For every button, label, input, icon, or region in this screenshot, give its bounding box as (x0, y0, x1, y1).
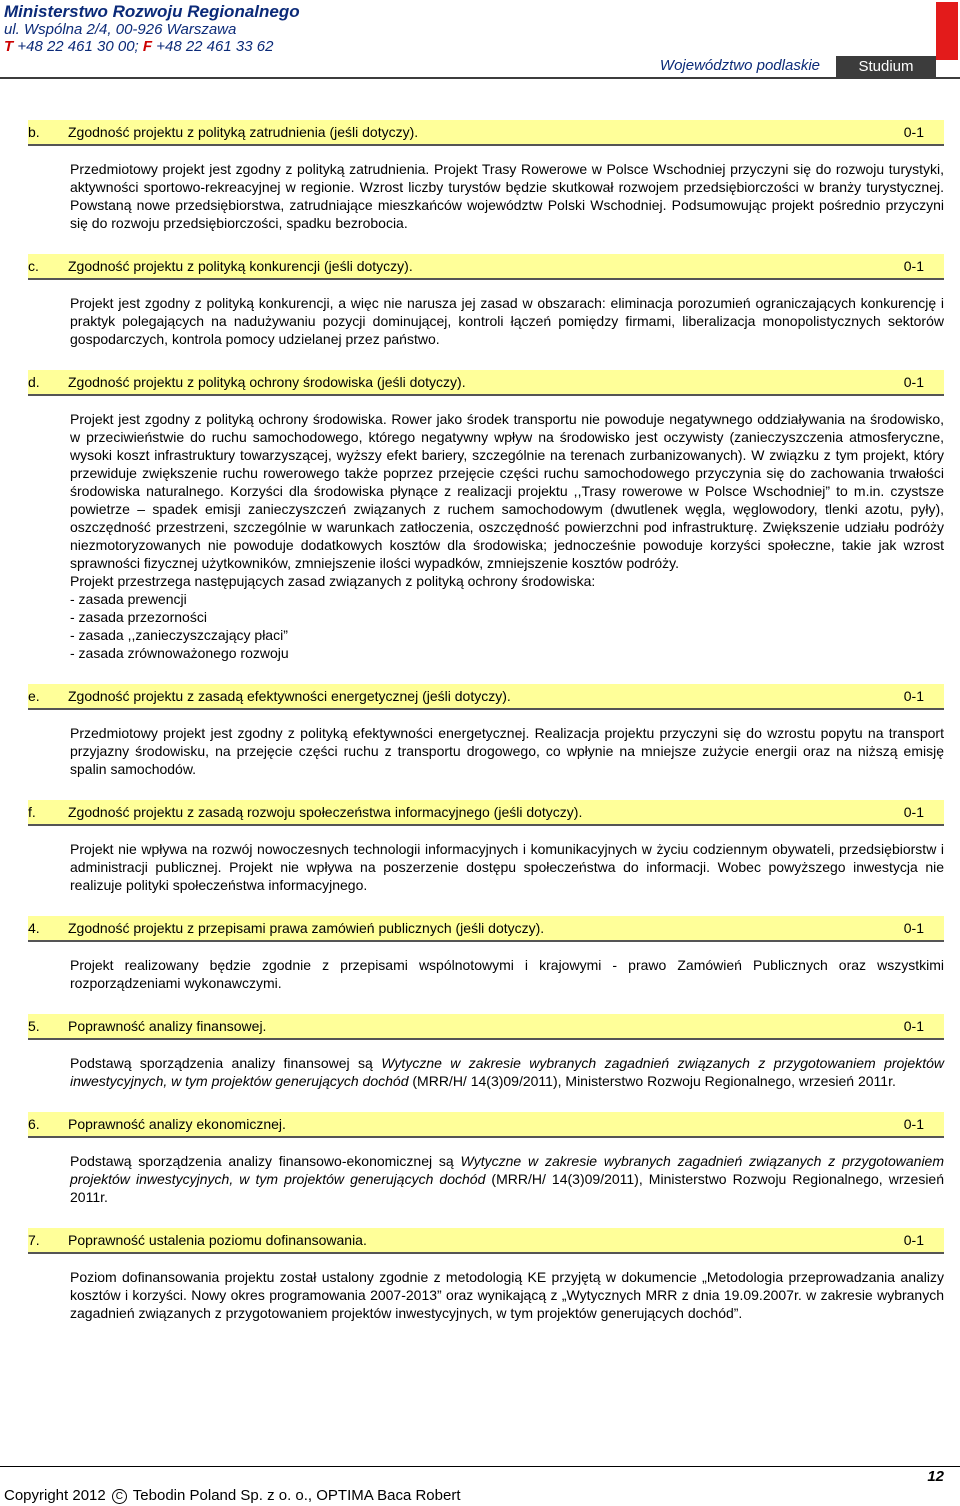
section-score: 0-1 (903, 1116, 924, 1132)
section-body-f (70, 840, 944, 894)
paragraph: Projekt jest zgodny z polityką ochrony środowiska. Rower jako środek transportu nie powoduje negatywnego oddziaływania na środowisko, w przeciwieństwie do ruchu samochodowego, którego negatywny wpływ na środowisko jest oczywisty (zanieczyszczenia atmosferyczne, wysoki koszt infrastruktury towarzyszącej, wyższy efekt bariery, szczególnie na terenach zurbanizowanych). W związku z tym projekt, który przewiduje zwiększenie ruchu rowerowego także poprzez przejęcie części ruchu samochodowego przyczynia się do zachowania trwałości środowiska naturalnego. Korzyści dla środowiska płynące z realizacji projektu ,,Trasy rowerowe w Polsce Wschodniej” to m.in. czystsze powietrze – spadek emisji zanieczyszczeń związanych z ruchem samochodowym (dwutlenek węgla, węglowodory, tlenki azotu, pyły), oszczędność przestrzeni, szczególnie w warunkach zatłoczenia, oszczędność powierzchni pod infrastrukturę. Zwiększenie udziału podróży niezmotoryzowanych nie powoduje dodatkowych kosztów dla środowiska; jednocześnie powoduje korzyści społeczne, takie jak wzrost sprawności fizycznej użytkowników, zmniejszenie ilości wypadków, zmniejszenie kosztów podróży. (70, 411, 944, 571)
fax-number: +48 22 461 33 62 (152, 38, 274, 55)
section-title: Poprawność ustalenia poziomu dofinansowania. (68, 1232, 367, 1248)
section-number: 4. (28, 920, 40, 936)
section-body-7 (70, 1268, 944, 1322)
section-number: d. (28, 374, 40, 390)
section-body-5 (70, 1054, 944, 1090)
section-body-c (70, 294, 944, 348)
section-score: 0-1 (903, 920, 924, 936)
copyright-notice (4, 1487, 460, 1504)
list-item: - zasada zrównoważonego rozwoju (70, 645, 289, 661)
phone-label: T (4, 38, 14, 55)
page-number: 12 (927, 1468, 944, 1485)
organization-name: Ministerstwo Rozwoju Regionalnego (4, 2, 300, 21)
text-run: Podstawą sporządzenia analizy finansowo-ekonomicznej są (70, 1153, 461, 1169)
text-run: (MRR/H/ 14(3)09/2011), Ministerstwo Rozwoju Regionalnego, wrzesień 2011r. (408, 1073, 896, 1089)
accent-bar (936, 2, 958, 60)
section-title: Zgodność projektu z polityką zatrudnienia (jeśli dotyczy). (68, 124, 419, 140)
copyright-holder: Tebodin Poland Sp. z o. o., OPTIMA Baca Robert (128, 1487, 461, 1504)
section-title: Zgodność projektu z zasadą rozwoju społeczeństwa informacyjnego (jeśli dotyczy). (68, 804, 583, 820)
section-number: c. (28, 258, 39, 274)
copyright-text: Copyright 2012 (4, 1487, 110, 1504)
section-score: 0-1 (903, 1018, 924, 1034)
paragraph: Projekt przestrzega następujących zasad związanych z polityką ochrony środowiska: (70, 573, 596, 589)
paragraph: Projekt jest zgodny z polityką konkurencji, a więc nie narusza jej zasad w obszarach: eliminacja porozumień ograniczających konkurencję i praktyk polegających na nadużywaniu pozycji dominującej, kontroli łączeń pomiędzy firmami, liberalizacja monopolistycznych sektorów gospodarczych, kontrola pomocy udzielanej przez państwo. (70, 295, 944, 347)
phone-number: +48 22 461 30 00; (13, 38, 143, 55)
study-tab: Studium (836, 56, 936, 77)
paragraph (70, 1152, 944, 1206)
section-body-e (70, 724, 944, 778)
section-number: e. (28, 688, 40, 704)
section-header-e (28, 684, 944, 710)
section-number: b. (28, 124, 40, 140)
section-title: Poprawność analizy finansowej. (68, 1018, 267, 1034)
paragraph: Przedmiotowy projekt jest zgodny z polityką zatrudnienia. Projekt Trasy Rowerowe w Polsce Wschodniej przyczyni się do rozwoju turystyki, aktywności sportowo-rekreacyjnej w regionie. Wzrost liczby turystów będzie skutkował rozwojem przedsiębiorczości w branży turystycznej. Powstaną nowe przedsiębiorstwa, zatrudniające mieszkańców województw Polski Wschodniej. Podsumowując projekt pośrednio przyczyni się do rozwoju przedsiębiorczości, spadku bezrobocia. (70, 161, 944, 231)
section-header-f (28, 800, 944, 826)
text-run: Podstawą sporządzenia analizy finansowej są (70, 1055, 382, 1071)
section-number: 7. (28, 1232, 40, 1248)
section-title: Zgodność projektu z zasadą efektywności energetycznej (jeśli dotyczy). (68, 688, 511, 704)
section-body-b (70, 160, 944, 232)
section-header-d (28, 370, 944, 396)
section-body-6 (70, 1152, 944, 1206)
section-header-7 (28, 1228, 944, 1254)
organization-address: ul. Wspólna 2/4, 00-926 Warszawa (4, 21, 237, 38)
section-header-5 (28, 1014, 944, 1040)
guideline-title: Wytyczne w zakresie wybranych zagadnień związanych z przygotowaniem projektów inwestycyjnych, w tym projektów generujących dochód (70, 1055, 944, 1089)
section-title: Zgodność projektu z polityką konkurencji (jeśli dotyczy). (68, 258, 413, 274)
section-header-4 (28, 916, 944, 942)
header-divider (0, 77, 960, 79)
section-score: 0-1 (903, 374, 924, 390)
footer-divider (0, 1466, 960, 1467)
section-body-4 (70, 956, 944, 992)
region-label: Województwo podlaskie (659, 57, 820, 74)
section-title: Zgodność projektu z polityką ochrony środowiska (jeśli dotyczy). (68, 374, 466, 390)
list-item: - zasada prewencji (70, 591, 187, 607)
organization-contact (4, 38, 273, 56)
list-item: - zasada ,,zanieczyszczający płaci” (70, 627, 288, 643)
section-header-c (28, 254, 944, 280)
paragraph (70, 1054, 944, 1090)
section-number: 6. (28, 1116, 40, 1132)
paragraph: Projekt realizowany będzie zgodnie z przepisami wspólnotowymi i krajowymi - prawo Zamówień Publicznych oraz wszystkimi rozporządzeniami wykonawczymi. (70, 957, 944, 991)
section-number: 5. (28, 1018, 40, 1034)
paragraph: Poziom dofinansowania projektu został ustalony zgodnie z metodologią KE przyjętą w dokumencie „Metodologia przeprowadzania analizy kosztów i korzyści. Nowy okres programowania 2007-2013” oraz wynikającą z „Wytycznych MRR z dnia 19.09.2007r. w zakresie wybranych zagadnień związanych z przygotowaniem projektów inwestycyjnych, w tym projektów generujących dochód”. (70, 1269, 944, 1321)
section-score: 0-1 (903, 124, 924, 140)
document-body (28, 120, 944, 1322)
section-title: Zgodność projektu z przepisami prawa zamówień publicznych (jeśli dotyczy). (68, 920, 545, 936)
paragraph: Przedmiotowy projekt jest zgodny z polityką efektywności energetycznej. Realizacja projektu przyczyni się do wzrostu popytu na transport przyjazny środowisku, na przejęcie części ruchu z transportu drogowego, co wpłynie na mniejsze zużycie energii oraz na niższą emisję spalin samochodów. (70, 725, 944, 777)
guideline-title: Wytyczne w zakresie wybranych zagadnień związanych z przygotowaniem projektów inwestycyjnych, w tym projektów generujących dochód (70, 1153, 945, 1187)
paragraph: Projekt nie wpływa na rozwój nowoczesnych technologii informacyjnych i komunikacyjnych w życiu codziennym obywateli, przedsiębiorstw i administracji publicznej. Projekt nie wpływa na poszerzenie dostępu społeczeństwa do informacji. Wobec powyższego inwestycja nie realizuje polityki społeczeństwa informacyjnego. (70, 841, 944, 893)
section-score: 0-1 (903, 688, 924, 704)
copyright-icon: C (112, 1489, 127, 1504)
section-score: 0-1 (903, 258, 924, 274)
list-item: - zasada przezorności (70, 609, 207, 625)
section-score: 0-1 (903, 804, 924, 820)
fax-label: F (142, 38, 153, 55)
section-score: 0-1 (903, 1232, 924, 1248)
section-header-b (28, 120, 944, 146)
text-run: (MRR/H/ 14(3)09/2011), Ministerstwo Rozwoju Regionalnego, wrzesień 2011r. (70, 1171, 945, 1205)
section-header-6 (28, 1112, 944, 1138)
section-number: f. (28, 804, 36, 820)
section-body-d (70, 410, 944, 662)
section-title: Poprawność analizy ekonomicznej. (68, 1116, 286, 1132)
